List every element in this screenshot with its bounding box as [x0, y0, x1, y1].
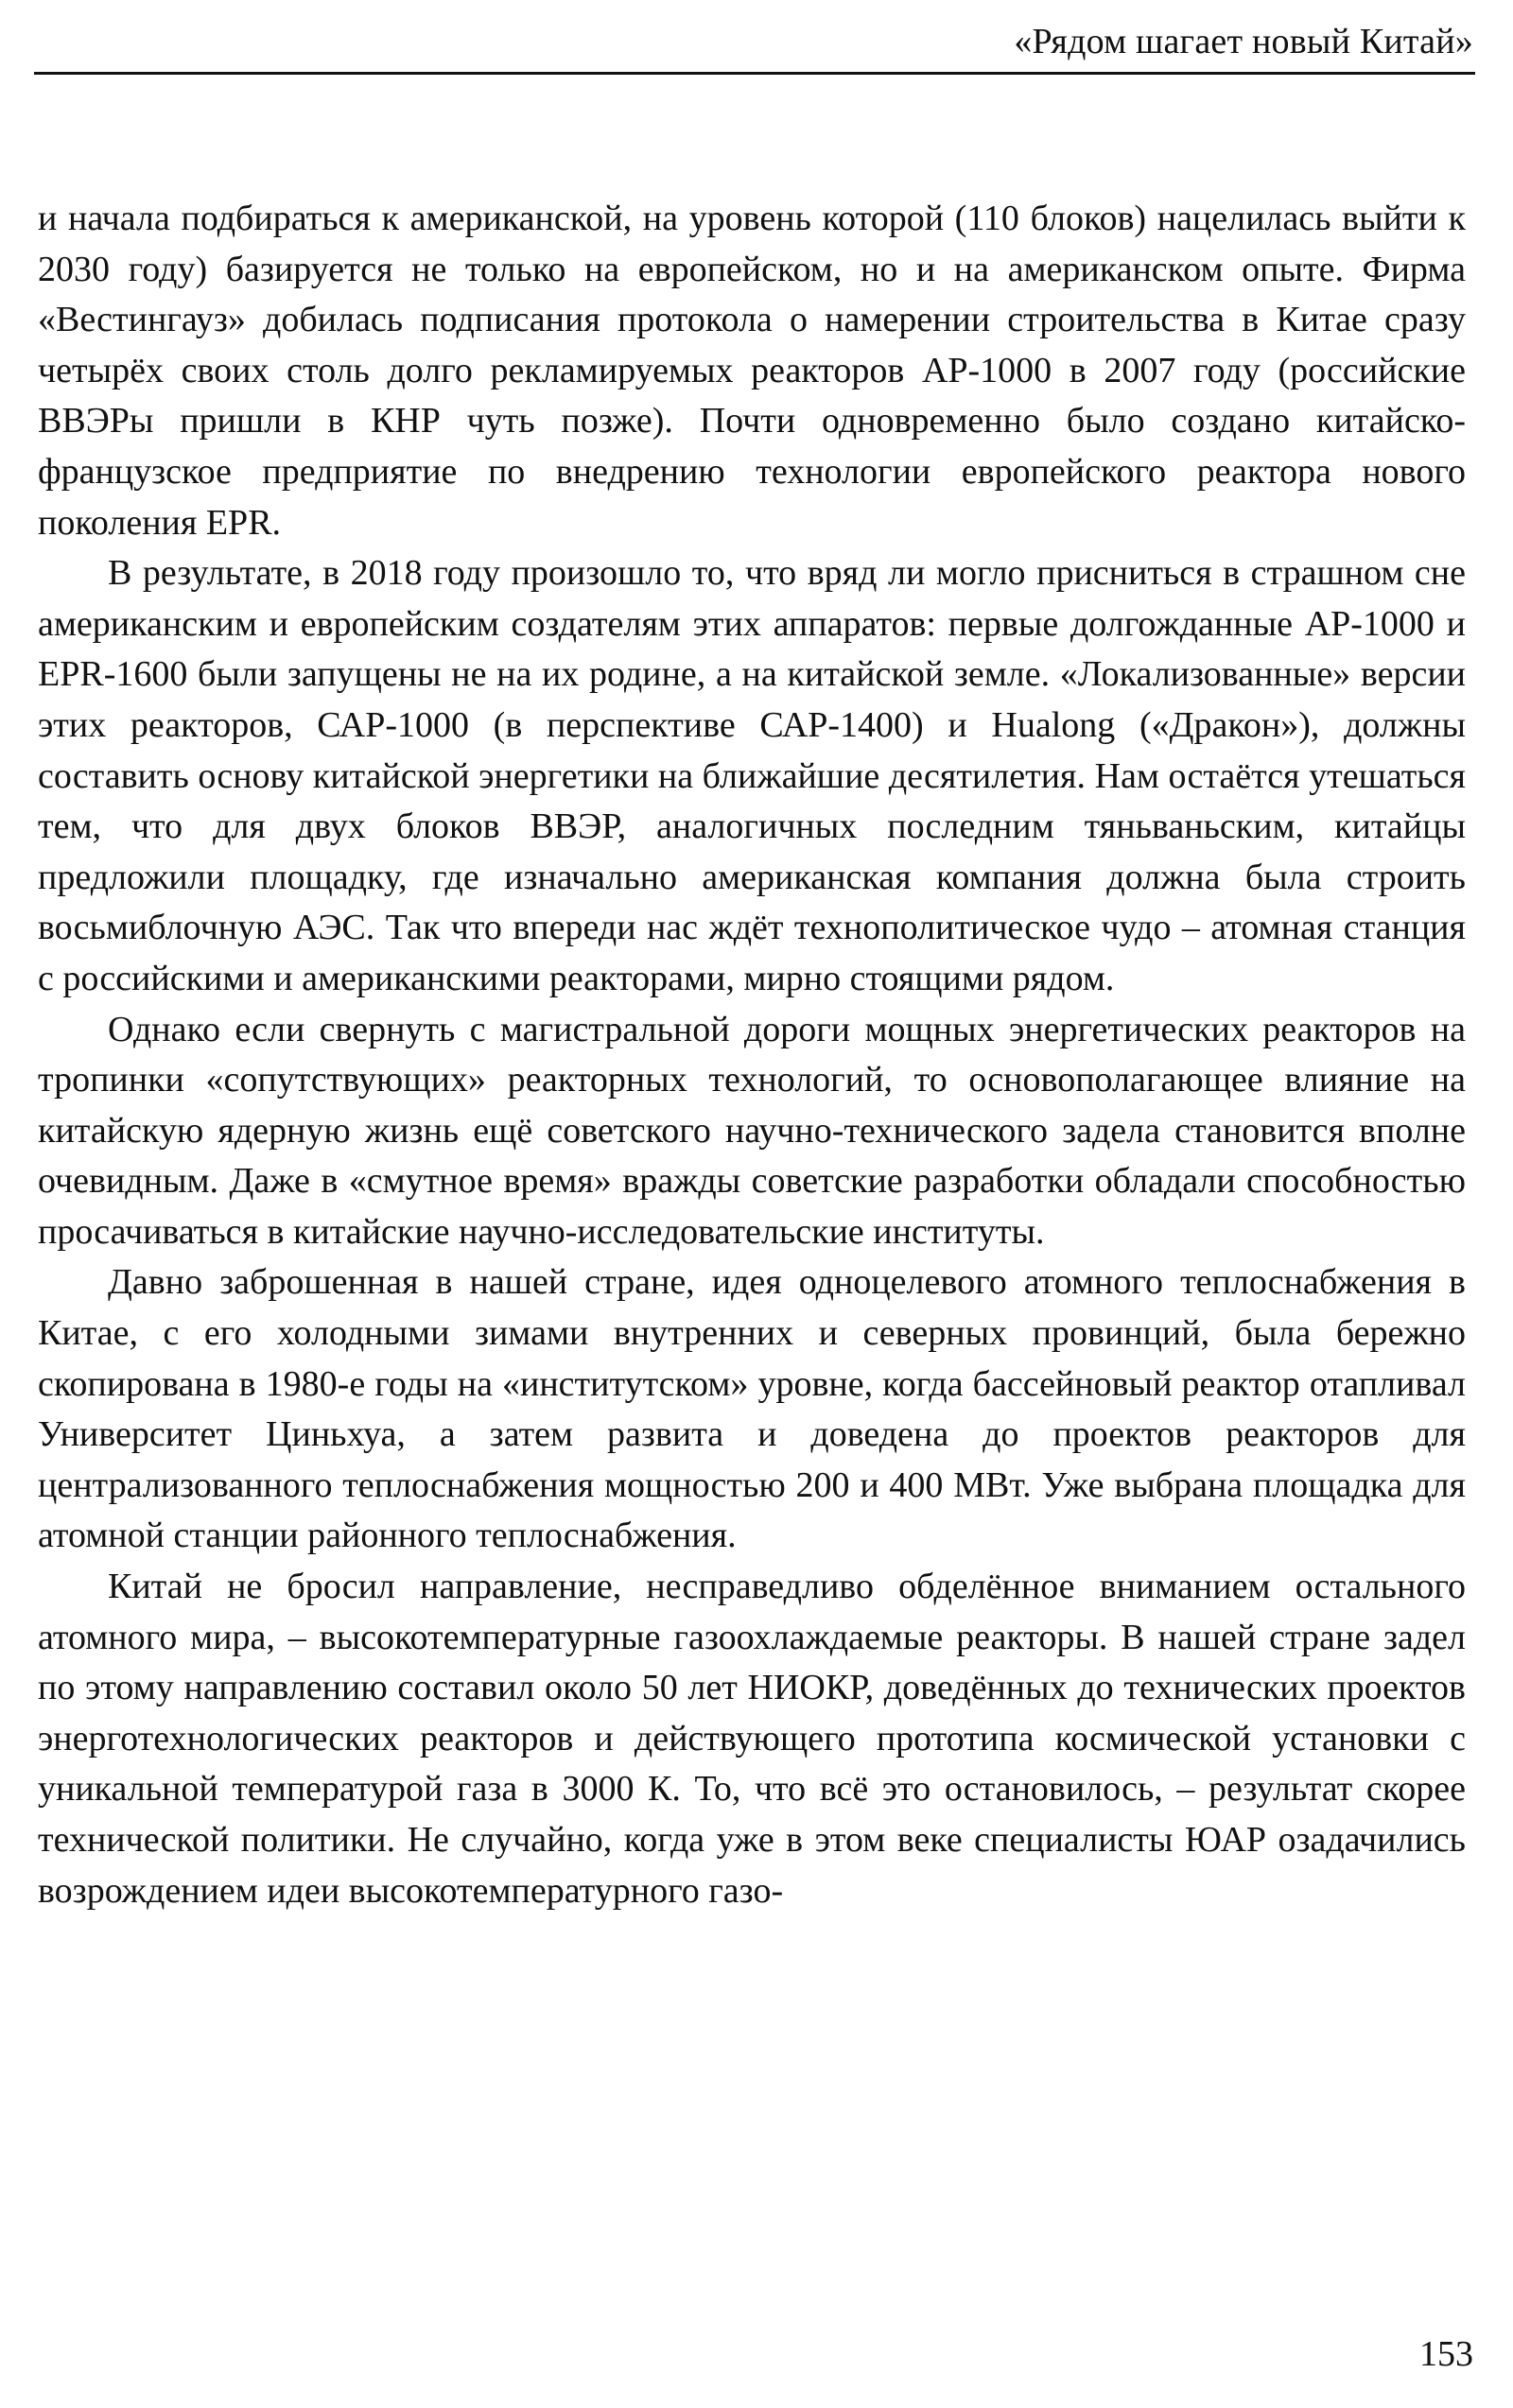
paragraph: Однако если свернуть с магистральной дороги мощных энергетических реакторов на тропинки «сопутствующих» реакторных технологий, то основополагающее влияние на китайскую ядерную жизнь ещё советского научно-технического задела становится вполне очевидным. Даже в «смутное время» вражды советские разработки обладали способностью просачиваться в китайские научно-исследовательские институты. [38, 1009, 1466, 1252]
paragraph: Китай не бросил направление, несправедливо обделённое вниманием остального атомного мира, – высокотемпературные газоохлаждаемые реакторы. В нашей стране задел по этому направлению составил около 50 лет НИОКР, доведённых до технических проектов энерготехнологических реакторов и действующего прототипа космической установки с уникальной температурой газа в 3000 К. То, что всё это остановилось, – результат скорее технической политики. Не случайно, когда уже в этом веке специалисты ЮАР озадачились возрождением идеи высокотемпературного газо- [38, 1567, 1466, 1911]
running-head: «Рядом шагает новый Китай» [1014, 22, 1473, 61]
paragraph: Давно заброшенная в нашей стране, идея одноцелевого атомного теплоснабжения в Китае, с его холодными зимами внутренних и северных провинций, была бережно скопирована в 1980-е годы на «институтском» уровне, когда бассейновый реактор отапливал Университет Циньхуа, а затем развита и доведена до проектов реакторов для централизованного теплоснабжения мощностью 200 и 400 МВт. Уже выбрана площадка для атомной станции районного теплоснабжения. [38, 1262, 1466, 1556]
header-rule [34, 72, 1475, 75]
paragraph-continued: и начала подбираться к американской, на уровень которой (110 блоков) нацелилась выйти к 2030 году) базируется не только на европейском, но и на американском опыте. Фирма «Вестингауз» добилась подписания протокола о намерении строительства в Китае сразу четырёх своих столь долго рекламируемых реакторов АР-1000 в 2007 году (российские ВВЭРы пришли в КНР чуть позже). Почти одновременно было создано китайско-французское предприятие по внедрению технологии европейского реактора нового поколения EPR. [38, 199, 1466, 543]
paragraph: В результате, в 2018 году произошло то, что вряд ли могло присниться в страшном сне американским и европейским создателям этих аппаратов: первые долгожданные АР-1000 и EPR-1600 были запущены не на их родине, а на китайской земле. «Локализованные» версии этих реакторов, САР-1000 (в перспективе САР-1400) и Hualong («Дракон»), должны составить основу китайской энергетики на ближайшие десятилетия. Нам остаётся утешаться тем, что для двух блоков ВВЭР, аналогичных последним тяньваньским, китайцы предложили площадку, где изначально американская компания должна была строить восьмиблочную АЭС. Так что впереди нас ждёт технополитическое чудо – атомная станция с российскими и американскими реакторами, мирно стоящими рядом. [38, 553, 1466, 998]
page-number: 153 [1419, 2334, 1473, 2374]
body-text [38, 194, 1466, 1916]
